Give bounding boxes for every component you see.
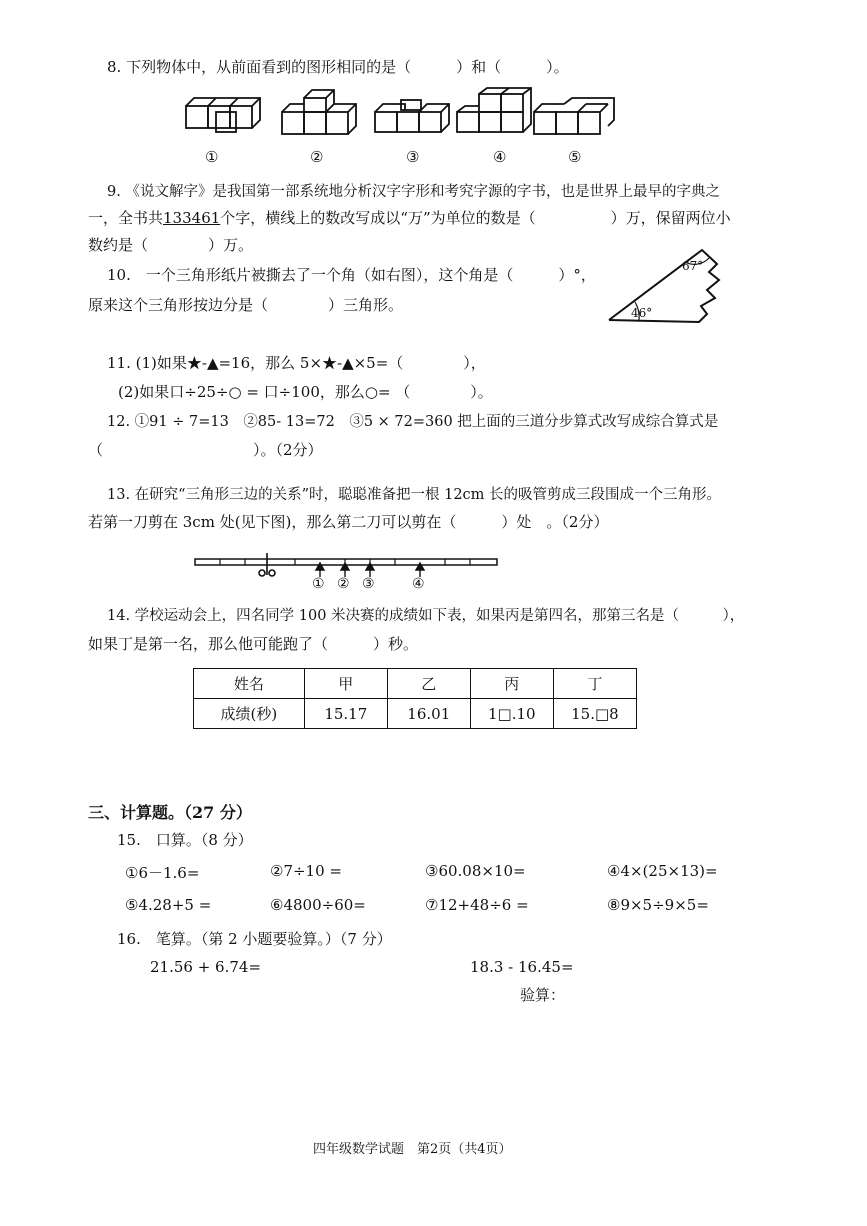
cut-mark-4: ④ xyxy=(412,576,425,592)
figure-2 xyxy=(282,90,356,134)
angle-67-label: 67° xyxy=(682,259,704,273)
figure-1 xyxy=(186,98,260,132)
q11-line-2: (2)如果口÷25÷○ = 口÷100，那么○= （ ）。 xyxy=(118,383,493,401)
table-cell: 16.01 xyxy=(387,699,470,729)
figure-3 xyxy=(375,100,449,132)
check-label: 验算： xyxy=(520,986,566,1004)
q14-line-2: 如果丁是第一名，那么他可能跑了（ ）秒。 xyxy=(88,635,419,653)
cut-mark-3: ③ xyxy=(362,576,375,592)
q9-underlined-number: 133461 xyxy=(163,209,221,227)
section-3-title: 三、计算题。（27 分） xyxy=(88,803,252,822)
q13-line-1: 13. 在研究“三角形三边的关系”时，聪聪准备把一根 12cm 长的吸管剪成三段围成一个三角形。 xyxy=(107,487,722,503)
table-header-cell: 丙 xyxy=(470,669,553,699)
table-header-cell: 丁 xyxy=(553,669,636,699)
q12-line-2: （ ）。（2分） xyxy=(88,441,323,459)
table-row xyxy=(194,699,637,729)
cut-mark-1: ① xyxy=(312,576,325,592)
figure-label-3: ③ xyxy=(406,148,420,166)
calc-item: ⑦12+48÷6 = xyxy=(425,896,529,914)
written-calc-2: 18.3 - 16.45= xyxy=(470,958,574,976)
q16-title: 16. 笔算。（第 2 小题要验算。）（7 分） xyxy=(117,930,392,948)
q11-line-1: 11. (1)如果★-▲=16，那么 5×★-▲×5=（ ）， xyxy=(107,354,486,372)
table-cell: 15.□8 xyxy=(553,699,636,729)
table-cell: 15.17 xyxy=(304,699,387,729)
figure-label-4: ④ xyxy=(493,148,507,166)
figure-5 xyxy=(534,98,614,134)
cut-mark-2: ② xyxy=(337,576,350,592)
q14-line-1: 14. 学校运动会上，四名同学 100 米决赛的成绩如下表，如果丙是第四名，那第三名是（ ）， xyxy=(107,608,745,624)
q9-line-2-post: 个字，横线上的数改写成以“万”为单位的数是（ ）万，保留两位小 xyxy=(220,209,731,227)
figure-label-1: ① xyxy=(205,148,219,166)
q13-line-2: 若第一刀剪在 3cm 处(见下图)，那么第二刀可以剪在（ ）处 。（2分） xyxy=(88,513,609,531)
q10-torn-triangle xyxy=(607,246,727,326)
calc-item: ⑤4.28+5 = xyxy=(125,896,212,914)
q12-line-1: 12. ①91 ÷ 7=13 ②85- 13=72 ③5 × 72=360 把上面的三道分步算式改写成综合算式是 xyxy=(107,414,719,430)
q9-line-3: 数约是（ ）万。 xyxy=(88,236,254,254)
table-cell: 成绩(秒) xyxy=(194,699,305,729)
q9-line-2 xyxy=(88,207,731,228)
calc-item: ⑥4800÷60= xyxy=(270,896,366,914)
q10-line-1: 10. 一个三角形纸片被撕去了一个角（如右图），这个角是（ ）°， xyxy=(107,266,596,284)
q10-line-2: 原来这个三角形按边分是（ ）三角形。 xyxy=(88,296,404,314)
q9-line-1: 9. 《说文解字》是我国第一部系统地分析汉字字形和考究字源的字书，也是世界上最早的字典之 xyxy=(107,184,720,200)
q8-figures xyxy=(180,88,620,143)
score-table xyxy=(193,668,637,729)
figure-label-5: ⑤ xyxy=(568,148,582,166)
table-header-cell: 甲 xyxy=(304,669,387,699)
calc-item: ④4×(25×13)= xyxy=(607,862,718,880)
table-header-cell: 乙 xyxy=(387,669,470,699)
q15-title: 15. 口算。（8 分） xyxy=(117,831,253,849)
page-footer: 四年级数学试题 第2页（共4页） xyxy=(313,1142,512,1157)
calc-item: ③60.08×10= xyxy=(425,862,526,880)
q8-text: 8. 下列物体中，从前面看到的图形相同的是（ ）和（ ）。 xyxy=(107,58,569,76)
angle-46-label: 46° xyxy=(631,306,653,320)
table-header-row xyxy=(194,669,637,699)
calc-item: ①6－1.6= xyxy=(125,864,200,882)
figure-4 xyxy=(457,88,531,132)
table-cell: 1□.10 xyxy=(470,699,553,729)
written-calc-1: 21.56 + 6.74= xyxy=(150,958,262,976)
q9-line-2-pre: 一，全书共 xyxy=(88,209,164,227)
figure-label-2: ② xyxy=(310,148,324,166)
calc-item: ②7÷10 = xyxy=(270,862,342,880)
table-header-cell: 姓名 xyxy=(194,669,305,699)
calc-item: ⑧9×5÷9×5= xyxy=(607,896,709,914)
